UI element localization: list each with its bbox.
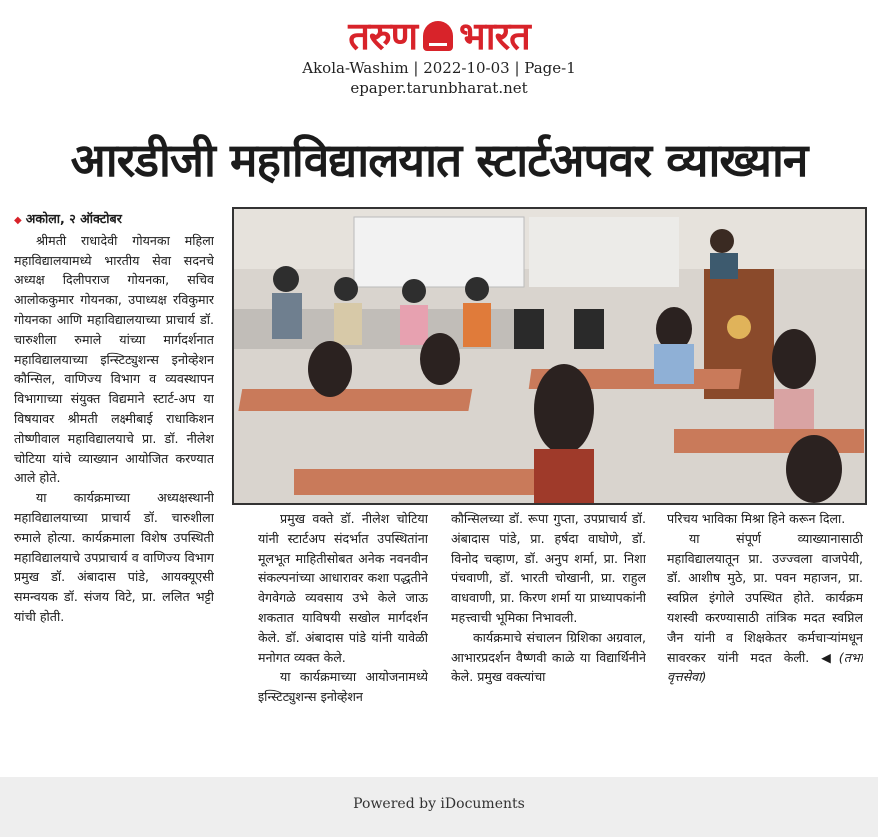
logo-text-part1: तरुण xyxy=(348,14,418,58)
powered-by-link[interactable]: Powered by iDocuments xyxy=(353,796,525,812)
footer xyxy=(0,777,878,837)
paragraph: या कार्यक्रमाच्या आयोजनामध्ये इन्स्टिट्युशन्स इनोव्हेशन xyxy=(258,669,428,705)
article-column-4 xyxy=(667,509,863,741)
lamp-emblem-icon xyxy=(423,21,453,51)
edition-line: Akola-Washim | 2022-10-03 | Page-1 xyxy=(302,59,576,77)
paragraph: प्रमुख वक्ते डॉ. नीलेश चोटिया यांनी स्टार्टअप संदर्भात उपस्थितांना मूलभूत माहितीसोबत अनेक नवनवीन संकल्पनांच्या आधारावर कशा पद्धतीने वेगवेगळे व्यवसाय उभे केले जाऊ शकतात याविषयी सखोल मार्गदर्शन केले. डॉ. अंबादास पांडे यांनी यावेळी मनोगत व्यक्त केले. xyxy=(258,511,428,665)
article-column-2 xyxy=(258,509,428,739)
event-photo-illustration xyxy=(234,209,865,503)
article-column-1 xyxy=(14,209,214,749)
dateline xyxy=(14,209,214,231)
paragraph xyxy=(667,529,863,687)
arrow-icon: ◀ xyxy=(821,649,839,665)
masthead xyxy=(0,14,878,98)
paragraph: कार्यक्रमाचे संचालन ग्रिशिका अग्रवाल, आभारप्रदर्शन वैष्णवी काळे या विद्यार्थिनीने केले. प्रमुख वक्त्यांचा xyxy=(451,629,646,685)
paragraph: कौन्सिलच्या डॉ. रूपा गुप्ता, उपप्राचार्य डॉ. अंबादास पांडे, प्रा. हर्षदा वाघोणे, डॉ. विनोद चव्हाण, डॉ. अनुप शर्मा, प्रा. निशा पंचवाणी, डॉ. भारती चोखानी, प्रा. राहुल वाधवाणी, प्रा. किरण शर्मा या प्राध्यापकांनी महत्त्वाची भूमिका निभावली. xyxy=(451,511,646,625)
paragraph: श्रीमती राधादेवी गोयनका महिला महाविद्यालयामध्ये भारतीय सेवा सदनचे अध्यक्ष दिलीपराज गोयनका, सचिव आलोककुमार गोयनका, उपाध्यक्ष रविकुमार गोयनका आणि महाविद्यालयाच्या प्राचार्य डॉ. चारुशीला रुमाले यांच्या मार्गदर्शनात महाविद्यालयाच्या इन्स्टिट्युशन्स इनोव्हेशन कौन्सिल, वाणिज्य विभाग व व्यवस्थापन विभागाच्या संयुक्त विद्यमाने स्टार्ट-अप या विषयावर श्रीमती लक्ष्मीबाई राधाकिशन तोष्णीवाल महाविद्यालयाचे प्रा. डॉ. नीलेश चोटिया यांचे व्याख्यान आयोजित करण्यात आले होते. xyxy=(14,232,214,486)
article-headline: आरडीजी महाविद्यालयात स्टार्टअपवर व्याख्यान xyxy=(70,133,808,187)
logo-text-part2: भारत xyxy=(459,14,530,58)
diamond-bullet-icon: ◆ xyxy=(14,215,22,226)
news-credit: (तभा वृत्तसेवा) xyxy=(667,649,863,685)
paragraph-text: या संपूर्ण व्याख्यानासाठी महाविद्यालयातून प्रा. उज्ज्वला वाजपेयी, डॉ. आशीष मुठे, प्रा. पवन महाजन, प्रा. स्वप्निल इंगोले उपस्थित होते. कार्यक्रम यशस्वी करण्यासाठी तांत्रिक मदत स्वप्निल जैन यांनी व शिक्षकेतर कर्मचाऱ्यांमधून सावरकर यांनी मदत केली. xyxy=(667,530,863,665)
paragraph: या कार्यक्रमाच्या अध्यक्षस्थानी महाविद्यालयाच्या प्राचार्य डॉ. चारुशीला रुमाले होत्या. कार्यक्रमाला विशेष उपस्थिती महाविद्यालयाचे उपप्राचार्य व वाणिज्य विभाग प्रमुख डॉ. अंबादास पांडे, आयक्यूएसी समन्वयक डॉ. संजय विटे, प्रा. ललित भट्टी यांची होती. xyxy=(14,490,214,624)
newspaper-logo[interactable] xyxy=(348,14,530,58)
event-photo xyxy=(232,207,867,505)
site-url[interactable]: epaper.tarunbharat.net xyxy=(350,79,528,97)
dateline-text: अकोला, २ ऑक्टोबर xyxy=(25,211,122,226)
article-column-3 xyxy=(451,509,646,739)
paragraph: परिचय भाविका मिश्रा हिने करून दिला. xyxy=(667,511,846,526)
